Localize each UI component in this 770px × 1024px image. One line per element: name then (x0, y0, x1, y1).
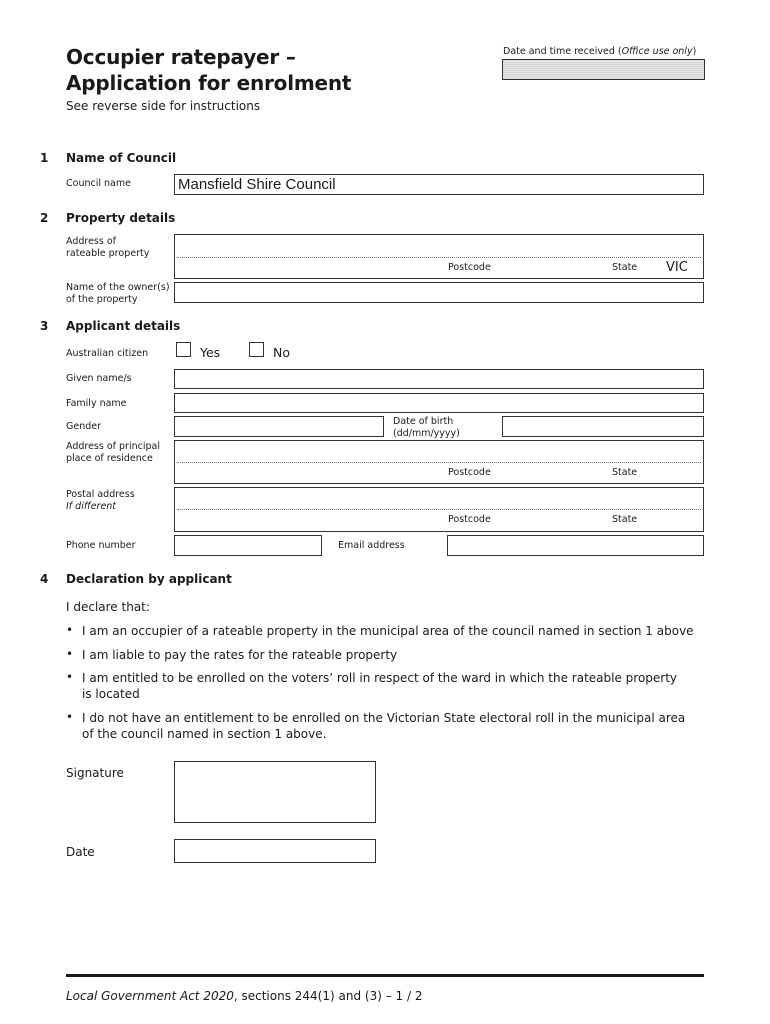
declaration-item-2: I am liable to pay the rates for the rateable property (82, 648, 398, 662)
residence-address-field[interactable] (174, 440, 704, 484)
declaration-item-4-line1: I do not have an entitlement to be enrolled on the Victorian State electoral roll in the municipal area (82, 711, 686, 725)
postal-divider (177, 509, 701, 510)
residence-label (66, 441, 160, 465)
date-label: Date (66, 845, 95, 859)
property-address-label-line1: Address of (66, 236, 117, 247)
section-2-number: 2 (40, 211, 49, 225)
declaration-item-4 (82, 710, 685, 742)
owner-label-line1: Name of the owner(s) (66, 282, 170, 293)
council-name-label: Council name (66, 178, 131, 189)
postal-label-line1: Postal address (66, 489, 135, 500)
given-name-field[interactable] (174, 369, 704, 389)
section-1-heading: Name of Council (66, 151, 177, 165)
office-label-suffix: ) (692, 46, 697, 57)
property-postcode-label: Postcode (448, 262, 491, 273)
declaration-item-3 (82, 670, 677, 702)
dob-field[interactable] (502, 416, 704, 437)
postal-label-line2: If different (66, 501, 117, 512)
residence-divider (177, 462, 701, 463)
phone-label: Phone number (66, 540, 136, 551)
residence-state-label: State (612, 467, 638, 478)
address-divider (177, 257, 701, 258)
gender-field[interactable] (174, 416, 384, 437)
owner-label-line2: of the property (66, 294, 138, 305)
office-use-field (502, 59, 705, 80)
given-name-label: Given name/s (66, 373, 132, 384)
property-state-value: VIC (666, 260, 688, 275)
bullet-dot: • (66, 623, 74, 637)
property-address-field[interactable] (174, 234, 704, 279)
declaration-item-3-line1: I am entitled to be enrolled on the voters’ roll in respect of the ward in which the rateable property (82, 671, 678, 685)
residence-postcode-label: Postcode (448, 467, 491, 478)
section-3-heading: Applicant details (66, 319, 181, 333)
family-name-label: Family name (66, 398, 127, 409)
phone-field[interactable] (174, 535, 322, 556)
office-label-italic: Office use only (621, 46, 693, 57)
dob-label-line1: Date of birth (393, 416, 454, 427)
email-field[interactable] (447, 535, 704, 556)
property-address-label-line2: rateable property (66, 248, 150, 259)
gender-label: Gender (66, 421, 102, 432)
family-name-field[interactable] (174, 393, 704, 413)
owner-name-label (66, 282, 170, 306)
citizen-yes-checkbox[interactable] (176, 342, 191, 357)
dob-label-line2: (dd/mm/yyyy) (393, 428, 460, 439)
title-line-2: Application for enrolment (66, 71, 352, 95)
dob-label (393, 416, 460, 440)
residence-label-line1: Address of principal (66, 441, 160, 452)
residence-label-line2: place of residence (66, 453, 153, 464)
owner-name-field[interactable] (174, 282, 704, 303)
office-label-prefix: Date and time received ( (503, 46, 622, 57)
declaration-intro: I declare that: (66, 600, 150, 614)
footer-page-info: , sections 244(1) and (3) – 1 / 2 (233, 989, 423, 1003)
bullet-dot: • (66, 647, 74, 661)
citizen-no-label: No (273, 345, 290, 360)
form-title (66, 44, 351, 96)
property-address-label (66, 236, 149, 260)
postal-label (66, 489, 135, 513)
postal-address-field[interactable] (174, 487, 704, 532)
citizen-yes-label: Yes (200, 345, 221, 360)
signature-field[interactable] (174, 761, 376, 823)
subtitle: See reverse side for instructions (66, 99, 261, 113)
postal-state-label: State (612, 514, 638, 525)
footer-act-name: Local Government Act 2020 (66, 989, 234, 1003)
property-state-label: State (612, 262, 638, 273)
citizen-no-checkbox[interactable] (249, 342, 264, 357)
footer-rule (66, 974, 704, 977)
postal-postcode-label: Postcode (448, 514, 491, 525)
email-label: Email address (338, 540, 405, 551)
declaration-item-4-line2: of the council named in section 1 above. (82, 727, 327, 741)
date-field[interactable] (174, 839, 376, 863)
section-2-heading: Property details (66, 211, 176, 225)
declaration-item-1: I am an occupier of a rateable property in the municipal area of the council named in section 1 above (82, 624, 694, 638)
footer-citation (66, 989, 422, 1003)
bullet-dot: • (66, 670, 74, 684)
section-1-number: 1 (40, 151, 49, 165)
signature-label: Signature (66, 766, 124, 780)
council-name-field[interactable] (174, 174, 704, 195)
council-name-value: Mansfield Shire Council (178, 176, 336, 193)
section-4-number: 4 (40, 572, 49, 586)
citizen-label: Australian citizen (66, 348, 149, 359)
section-3-number: 3 (40, 319, 49, 333)
title-line-1: Occupier ratepayer – (66, 45, 296, 69)
office-use-label (503, 46, 696, 57)
section-4-heading: Declaration by applicant (66, 572, 232, 586)
bullet-dot: • (66, 710, 74, 724)
declaration-item-3-line2: is located (82, 687, 140, 701)
